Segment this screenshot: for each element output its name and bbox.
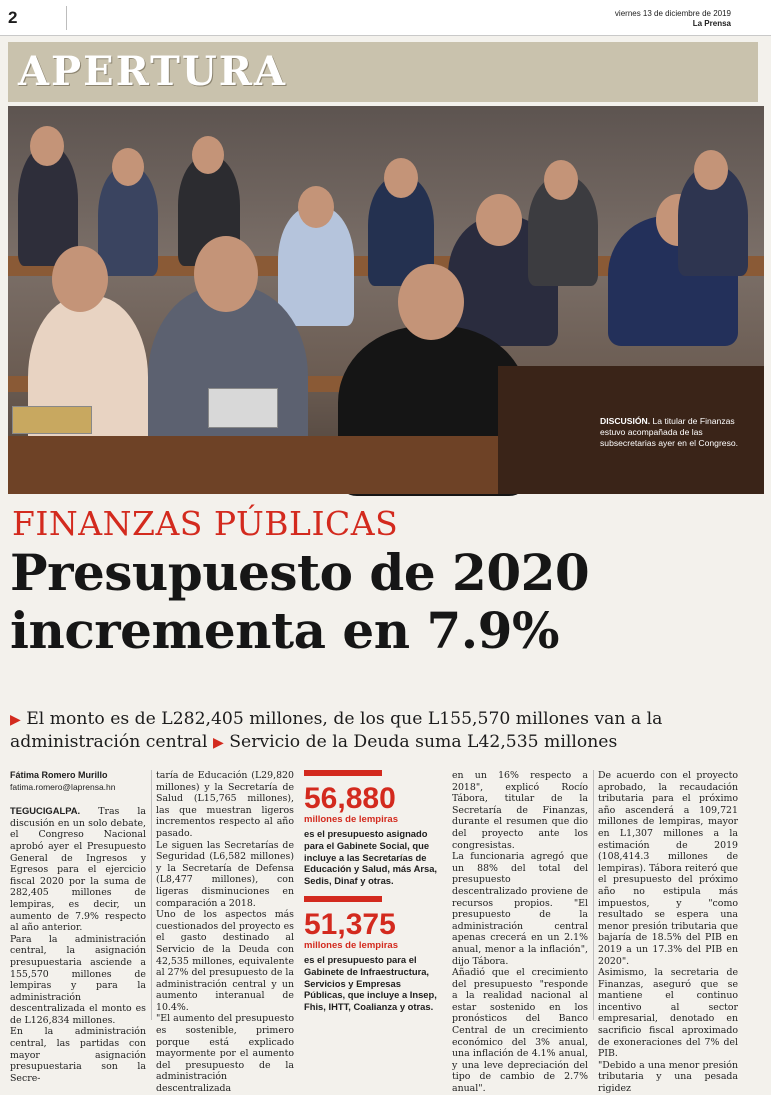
photo-caption	[600, 416, 750, 449]
stat-accent-rule	[304, 896, 382, 902]
triangle-bullet-icon: ▶	[10, 712, 21, 728]
stat-description: es el presupuesto asignado para el Gabinete Social, que incluye a las Secretarías de Educación y Salud, más Arsa, Sedis, Dinaf y otras.	[304, 828, 438, 887]
article-column-2	[156, 770, 294, 1095]
body-paragraph: De acuerdo con el proyecto aprobado, la recaudación tributaria para el próximo año ascenderá a 109,721 millones de lempiras, mayor en L1,307 millones a la estimación de 2019 (108,414.3 millones de lempiras). Tábora reiteró que el presupuesto del próximo año no estipula más impuestos, y "como resultado se espera una menor presión tributaria que bajaría de 18.5% del PIB en 2019 a un 17.3% del PIB en 2020".	[598, 770, 738, 967]
person-head	[112, 148, 144, 186]
person-head	[476, 194, 522, 246]
person-head	[544, 160, 578, 200]
article-column-1	[10, 770, 146, 1084]
section-banner	[8, 42, 758, 102]
person-head	[384, 158, 418, 198]
body-paragraph: Asimismo, la secretaria de Finanzas, aseguró que se mantiene el continuo incentivo al sector empresarial, denotado en sacrificio fiscal aproximado de exoneraciones del 7% del PIB.	[598, 967, 738, 1060]
person-head	[398, 264, 464, 340]
column-divider	[593, 770, 594, 1020]
person-head	[30, 126, 64, 166]
person-head	[52, 246, 108, 312]
stat-accent-rule	[304, 770, 382, 776]
publication-name: La Prensa	[692, 19, 731, 28]
stat-value: 51,375	[304, 908, 396, 941]
page-number: 2	[8, 8, 18, 27]
author-email[interactable]: fatima.romero@laprensa.hn	[10, 781, 116, 792]
stat-unit: millones de lempiras	[304, 940, 398, 951]
caption-label: DISCUSIÓN.	[600, 416, 651, 426]
person-head	[194, 236, 258, 312]
stat-value: 56,880	[304, 782, 396, 815]
article-column-5	[598, 770, 738, 1095]
body-paragraph: Le siguen las Secretarías de Seguridad (L6,582 millones) y la Secretaría de Defensa (L8,477 millones), con ligeras disminuciones en comparación a 2018.	[156, 839, 294, 909]
body-paragraph: En la administración central, las partidas con mayor asignación presupuestaria son la Secre-	[10, 1026, 146, 1084]
dateline-city: TEGUCIGALPA.	[10, 805, 81, 817]
body-paragraph: Para la administración central, la asignación presupuestaria asciende a 155,570 millones de lempiras y para la administración descentralizada el monto es de L126,834 millones.	[10, 933, 146, 1026]
article-kicker: FINANZAS PÚBLICAS	[12, 504, 399, 543]
person-head	[694, 150, 728, 190]
article-column-4	[452, 770, 588, 1095]
stat-unit: millones de lempiras	[304, 814, 398, 825]
article-summary	[10, 708, 762, 754]
page-header	[0, 0, 771, 36]
author-name: Fátima Romero Murillo	[10, 770, 108, 780]
desk-monitor	[208, 388, 278, 428]
issue-date: viernes 13 de diciembre de 2019	[614, 9, 731, 18]
stat-description: es el presupuesto para el Gabinete de Infraestructura, Servicios y Empresas Públicas, que incluye a Insep, Fhis, IHTT, Coalianza y otras.	[304, 954, 437, 1013]
body-paragraph: "El aumento del presupuesto es sostenible, primero porque está explicado mayormente por el aumento del presupuesto de la administración descentralizada	[156, 1013, 294, 1095]
body-paragraph: La funcionaria agregó que un 88% del total del presupuesto descentralizado proviene de recursos propios. "El presupuesto de la administración central apenas crecerá en un 2.1% anual, menor a la inflación", dijo Tábora.	[452, 851, 588, 967]
person-head	[298, 186, 334, 228]
summary-point: Servicio de la Deuda suma L42,535 millones	[229, 732, 618, 752]
body-paragraph: "Debido a una menor presión tributaria y una pesada rigidez	[598, 1059, 738, 1095]
caption-text: La titular de Finanzas estuvo acompañada de las subsecretarias ayer en el Congreso.	[600, 416, 739, 448]
headline-line: Presupuesto de 2020	[10, 543, 590, 602]
article-headline	[10, 544, 760, 660]
section-title: APERTURA	[18, 48, 288, 95]
congress-photo	[8, 106, 764, 494]
body-paragraph: en un 16% respecto a 2018", explicó Rocío Tábora, titular de la Secretaría de Finanzas, durante el resumen que dio del proyecto ante los congresistas.	[452, 770, 588, 851]
body-paragraph: Añadió que el crecimiento del presupuesto "responde a la realidad nacional al estar sostenido en los pronósticos del Banco Central de un crecimiento económico del 3% anual, una inflación de 4.1% anual, y una leve depreciación del tipo de cambio de 2.7% anual".	[452, 967, 588, 1095]
person-head	[192, 136, 224, 174]
dateline	[615, 9, 731, 29]
body-paragraph: TEGUCIGALPA. Tras la discusión en un solo debate, el Congreso Nacional aprobó ayer el Presupuesto General de Ingresos y Egresos para el ejercicio fiscal 2020 por la suma de 282,405 millones de lempiras, es decir, un aumento de 7.9% respecto al año anterior.	[10, 805, 146, 934]
front-desk	[8, 436, 498, 494]
body-paragraph: Uno de los aspectos más cuestionados del proyecto es el gasto destinado al Servicio de la Deuda con 42,535 millones, equivalente al 27% del presupuesto de la administración central y un aumento interanual de 10.4%.	[156, 909, 294, 1013]
column-divider	[151, 770, 152, 1020]
summary-point: El monto es de L282,405 millones, de los que L155,570 millones van a la administración central	[10, 709, 663, 752]
triangle-bullet-icon: ▶	[213, 735, 224, 751]
body-paragraph: taría de Educación (L29,820 millones) y la Secretaría de Salud (L15,765 millones), las que muestran ligeros incrementos respecto al año pasado.	[156, 770, 294, 839]
header-divider	[66, 6, 67, 30]
stat-box-social	[304, 770, 444, 887]
headline-line: incrementa en 7.9%	[10, 601, 559, 660]
name-plate	[12, 406, 92, 434]
stat-box-infrastructure	[304, 896, 444, 1013]
